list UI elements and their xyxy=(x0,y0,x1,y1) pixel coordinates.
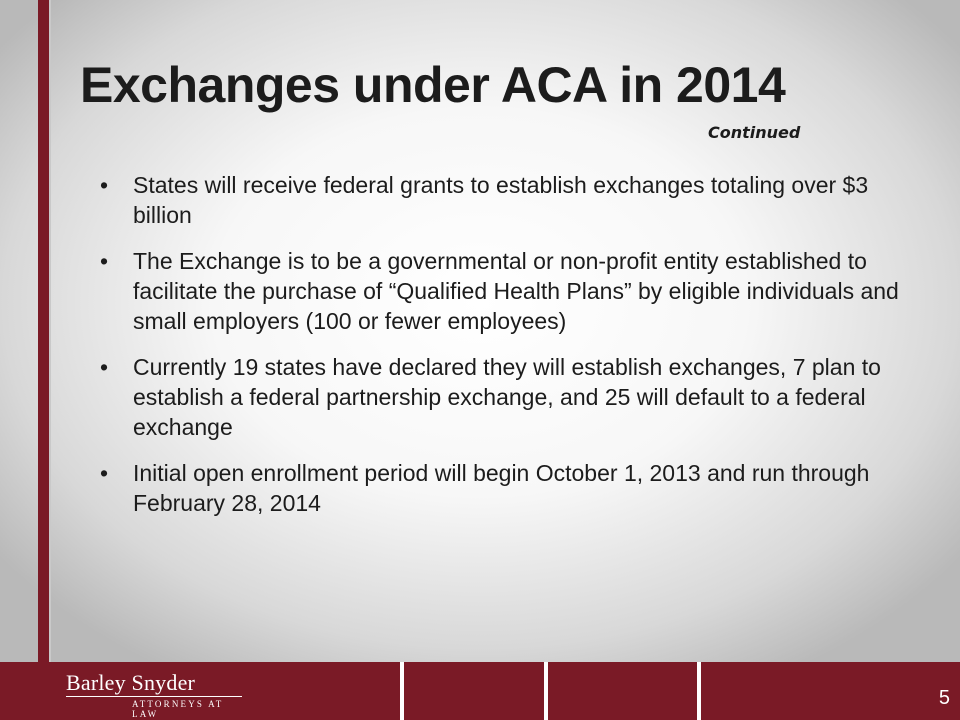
bullet-glyph: • xyxy=(100,172,109,198)
logo-name: Barley Snyder xyxy=(66,670,196,695)
firm-logo xyxy=(66,671,246,719)
bullet-item xyxy=(100,170,900,230)
left-accent-bar xyxy=(38,0,49,662)
bullet-glyph: • xyxy=(100,460,109,486)
bullet-glyph: • xyxy=(100,248,109,274)
bullet-text: States will receive federal grants to establish exchanges totaling over $3 billion xyxy=(133,172,869,228)
bullet-text: Currently 19 states have declared they will establish exchanges, 7 plan to establish a federal partnership exchange, and 25 will default to a federal exchange xyxy=(133,354,881,440)
bullet-item xyxy=(100,352,900,442)
footer-divider xyxy=(697,662,701,720)
slide-title: Exchanges under ACA in 2014 xyxy=(80,57,786,113)
bullet-list xyxy=(100,170,900,534)
page-number: 5 xyxy=(938,687,950,709)
logo-rule xyxy=(66,696,242,697)
bullet-item xyxy=(100,246,900,336)
logo-tagline: ATTORNEYS AT LAW xyxy=(132,699,224,719)
bullet-glyph: • xyxy=(100,354,109,380)
footer-divider xyxy=(400,662,404,720)
bullet-text: Initial open enrollment period will begin October 1, 2013 and run through February 28, 2014 xyxy=(133,460,870,516)
slide-subtitle: Continued xyxy=(708,123,801,142)
bullet-text: The Exchange is to be a governmental or non-profit entity established to facilitate the purchase of “Qualified Health Plans” by eligible individuals and small employers (100 or fewer employees) xyxy=(133,248,899,334)
footer-divider xyxy=(544,662,548,720)
bullet-item xyxy=(100,458,900,518)
